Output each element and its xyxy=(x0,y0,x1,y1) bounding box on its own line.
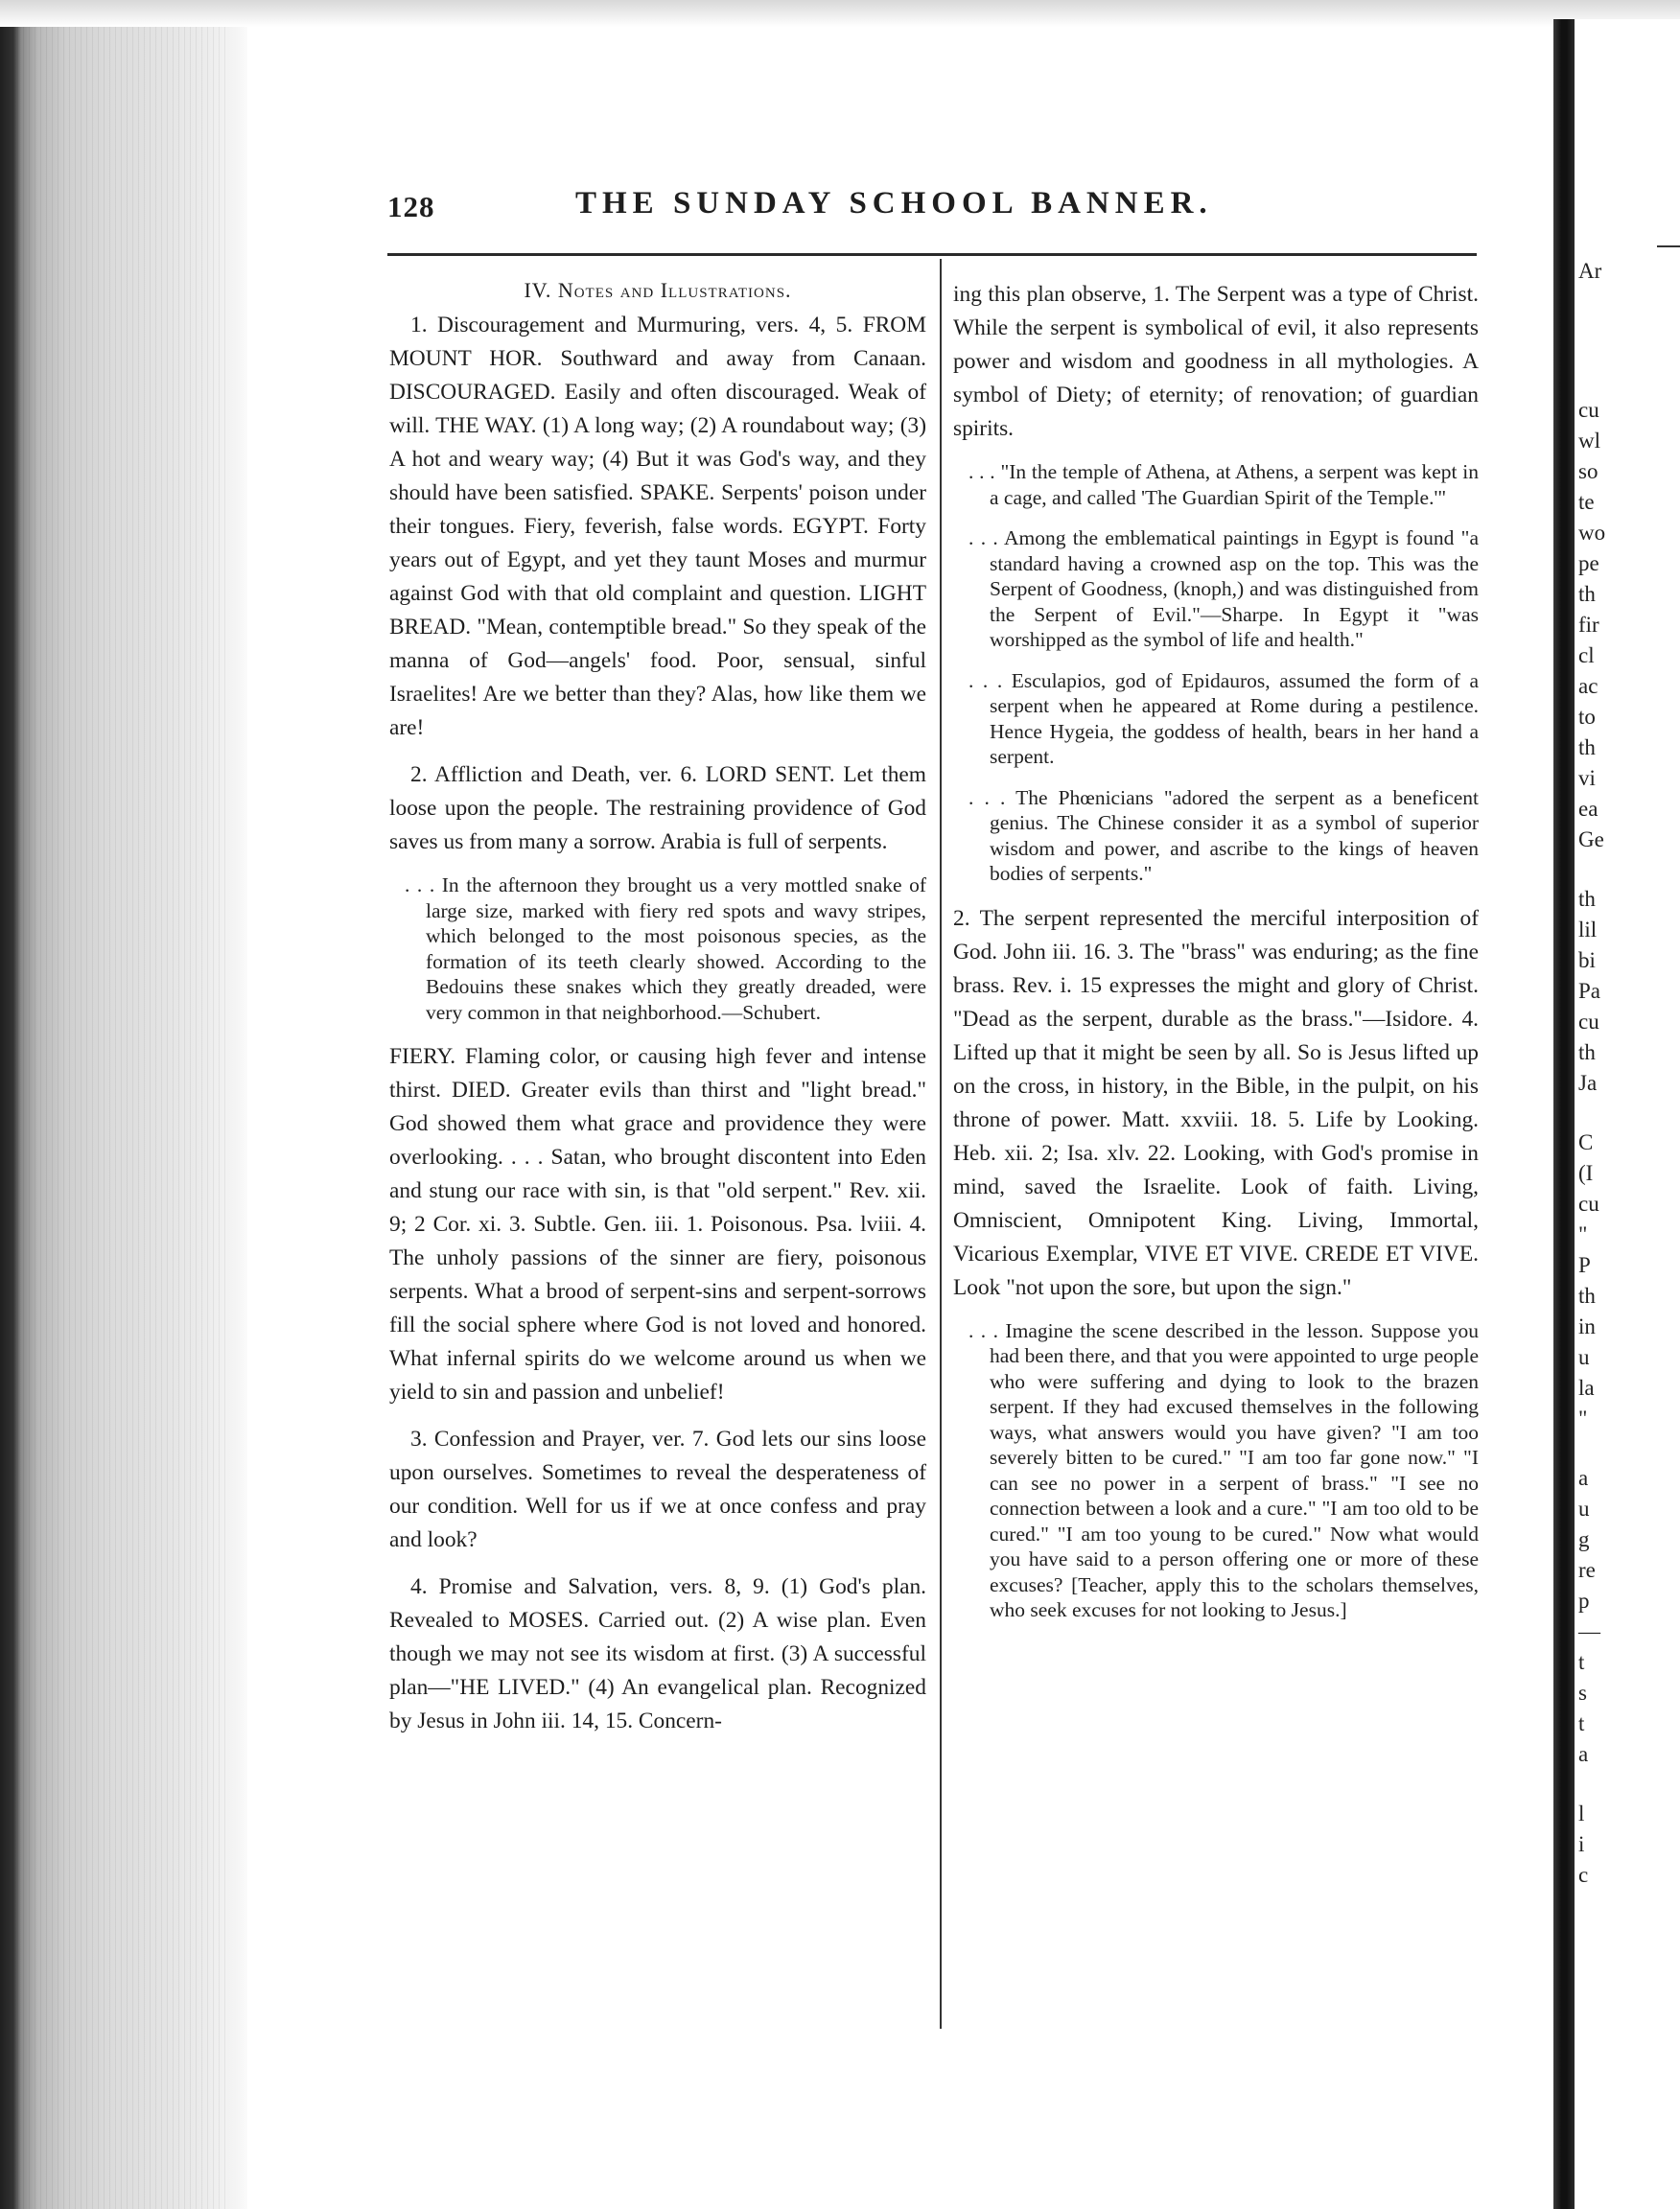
next-page-fragment: g xyxy=(1578,1527,1590,1551)
next-page-fragment: la xyxy=(1578,1376,1595,1400)
paragraph-serpent-type: ing this plan observe, 1. The Serpent was a type of Christ. While the serpent is symbolical of evil, it also represents power and wisdom and goodness in all mythologies. A symbol of Diety; of eternity; of renovation; of guardian spirits. xyxy=(953,282,1480,441)
next-page-fragment: P xyxy=(1578,1253,1591,1277)
next-page-fragment: i xyxy=(1578,1832,1585,1856)
quote-phoenicians: . . . The Phœnicians "adored the serpent as a beneficent genius. The Chinese consider it as a symbol of superior wisdom and power, and ascribe to the kings of heaven bodies of serpents." xyxy=(968,785,1479,885)
next-page-fragment: t xyxy=(1578,1711,1585,1735)
next-page-fragment: u xyxy=(1578,1345,1590,1369)
next-page-fragment: — xyxy=(1578,1619,1600,1643)
next-page-fragment: cu xyxy=(1578,1010,1599,1034)
next-page-fragment: Ja xyxy=(1578,1071,1598,1095)
next-page-fragment: u xyxy=(1578,1497,1590,1521)
next-page-fragment: Pa xyxy=(1578,979,1600,1003)
next-page-fragment: l xyxy=(1578,1802,1585,1825)
next-page-fragment: th xyxy=(1578,1040,1596,1064)
quote-esculapios: . . . Esculapios, god of Epidauros, assumed the form of a serpent when he appeared at Rome during a pestilence. Hence Hygeia, the goddess of health, bears in her hand a serpent. xyxy=(968,668,1479,768)
quote-imagine-scene: . . . Imagine the scene described in the lesson. Suppose you had been there, and that you were appointed to urge people who were suffering and dying to look to the brazen serpent. If they had excused themselves in the following ways, what answers would you have given? "I am too severely bitten to be cured." "I am too far gone now." "I can see no power in a serpent of brass." "I see no connection between a look and a cure." "I am too old to be cured." "I am too young to be cured." Now what would you have said to a person offering one or more of these excuses? [Teacher, apply this to the scholars themselves, who seek excuses for not looking to Jesus.] xyxy=(968,1318,1479,1621)
paragraph-interposition: 2. The serpent represented the merciful interposition of God. John iii. 16. 3. The "brass" was enduring; as the fine brass. Rev. i. 15 expresses the might and glory of Christ. "Dead as the serpent, durable as the brass."—Isidore. 4. Lifted up that it might be seen by all. So is Jesus lifted up on the cross, in history, in the Bible, in the pulpit, on his throne of power. Matt. xxviii. 18. 5. Life by Looking. Heb. xii. 2; Isa. xlv. 22. Looking, with God's promise in mind, saved the Israelite. Look of faith. Living, Omniscient, Omnipotent King. Living, Immortal, Vicarious Exemplar, VIVE ET VIVE. CREDE ET VIVE. Look "not upon the sore, but upon the sign." xyxy=(953,905,1479,1300)
paragraph-discouragement: 1. Discouragement and Murmuring, vers. 4, 5. FROM MOUNT HOR. Southward and away from Canaan. DISCOURAGED. Easily and often discouraged. Weak of will. THE WAY. (1) A long way; (2) A roundabout way; (3) A hot and weary way; (4) But it was God's way, and they should have been satisfied. SPAKE. Serpents' poison under their tongues. Fiery, feverish, false words. EGYPT. Forty years out of Egypt, and yet they taunt Moses and murmur against God with that old complaint and question. LIGHT BREAD. "Mean, contemptible bread." So they speak of the manna of God—angels' food. Poor, sensual, sinful Israelites! Are we better than they? Alas, how like them we are! xyxy=(389,313,926,740)
paragraph-affliction: 2. Affliction and Death, ver. 6. LORD SENT. Let them loose upon the people. The restraining providence of God saves us from many a sorrow. Arabia is full of serpents. xyxy=(389,762,926,854)
next-page-fragment: Ar xyxy=(1578,259,1602,283)
next-page-fragment: to xyxy=(1578,705,1596,729)
next-page-fragment: re xyxy=(1578,1558,1596,1582)
next-page-fragment: t xyxy=(1578,1650,1585,1674)
next-page-fragment: wl xyxy=(1578,429,1600,453)
next-page-fragment: bi xyxy=(1578,948,1596,972)
next-page-fragment: fir xyxy=(1578,613,1599,637)
paragraph-fiery: FIERY. Flaming color, or causing high fever and intense thirst. DIED. Greater evils than thirst and "light bread." God showed them what grace and providence they were overlooking. . . . Satan, who brought discontent into Eden and stung our race with sin, is that "old serpent." Rev. xii. 9; 2 Cor. xi. 3. Subtle. Gen. iii. 1. Poisonous. Psa. lviii. 4. The unholy passions of the sinner are fiery, poisonous serpents. What a brood of serpent-sins and serpent-sorrows fill the social sphere where God is not loved and honored. What infernal spirits do we welcome around us when we yield to sin and passion and unbelief! xyxy=(389,1044,926,1405)
header-rule xyxy=(387,253,1477,256)
next-page-fragment: " xyxy=(1578,1407,1588,1430)
next-page-fragment: vi xyxy=(1578,766,1596,790)
next-page-fragment: th xyxy=(1578,735,1596,759)
running-title: THE SUNDAY SCHOOL BANNER. xyxy=(575,186,1213,221)
top-shadow xyxy=(0,0,1680,27)
next-page-fragment: cu xyxy=(1578,1192,1599,1216)
next-page-fragment: te xyxy=(1578,490,1595,514)
paragraph-promise: 4. Promise and Salvation, vers. 8, 9. (1) God's plan. Revealed to MOSES. Carried out. (2) A wise plan. Even though we may not see its wisdom at first. (3) A successful plan—"HE LIVED." (4) An evangelical plan. Recognized by Jesus in John iii. 14, 15. Concern- xyxy=(389,1574,926,1733)
next-page-fragment: pe xyxy=(1578,551,1599,575)
right-column xyxy=(953,278,1479,1639)
next-page-fragment: cl xyxy=(1578,643,1595,667)
next-page-fragment: ea xyxy=(1578,797,1598,821)
quote-schubert: . . . In the afternoon they brought us a very mottled snake of large size, marked with fiery red spots and wavy stripes, which belonged to the most poisonous species, as the formation of its teeth clearly showed. According to the Bedouins these snakes which they greatly dreaded, were very common in that neighborhood.—Schubert. xyxy=(405,873,926,1024)
next-page-fragment: a xyxy=(1578,1742,1589,1766)
next-page-fragment: a xyxy=(1578,1466,1589,1490)
quote-athena: . . . "In the temple of Athena, at Athens, a serpent was kept in a cage, and called 'The Guardian Spirit of the Temple.'" xyxy=(968,460,1479,509)
next-page-fragment: th xyxy=(1578,887,1596,911)
next-page-fragment: (I xyxy=(1578,1161,1594,1185)
section-heading: IV. Notes and Illustrations. xyxy=(524,278,792,302)
next-page-rule xyxy=(1657,245,1680,247)
column-divider xyxy=(940,259,942,2029)
next-page-fragment: in xyxy=(1578,1314,1596,1338)
next-page-fragment: p xyxy=(1578,1589,1590,1613)
next-page-fragment: ac xyxy=(1578,674,1598,698)
next-page-fragment: s xyxy=(1578,1681,1587,1705)
page-stack-lines xyxy=(17,0,228,2209)
next-page-fragment: c xyxy=(1578,1863,1589,1887)
next-page-fragment: " xyxy=(1578,1222,1588,1246)
paragraph-confession: 3. Confession and Prayer, ver. 7. God lets our sins loose upon ourselves. Sometimes to reveal the desperateness of our condition. Well for us if we at once confess and pray and look? xyxy=(389,1427,926,1552)
next-page-fragment: Ge xyxy=(1578,827,1604,851)
page-number: 128 xyxy=(387,190,435,223)
book-gutter xyxy=(1553,19,1575,2209)
quote-egypt: . . . Among the emblematical paintings in Egypt is found "a standard having a crowned asp on the top. This was the Serpent of Goodness, (knoph,) and was distinguished from the Serpent of Evil."—Sharpe. In Egypt it "was worshipped as the symbol of life and health." xyxy=(968,526,1479,651)
next-page-fragment: th xyxy=(1578,1284,1596,1308)
next-page-fragment: C xyxy=(1578,1130,1594,1154)
next-page-fragment: cu xyxy=(1578,398,1599,422)
next-page-fragment: lil xyxy=(1578,918,1598,942)
left-column xyxy=(389,278,926,1752)
next-page-fragment: th xyxy=(1578,582,1596,606)
next-page-fragment: wo xyxy=(1578,521,1606,545)
next-page-fragment: so xyxy=(1578,459,1598,483)
next-page-edge xyxy=(1575,19,1680,2209)
